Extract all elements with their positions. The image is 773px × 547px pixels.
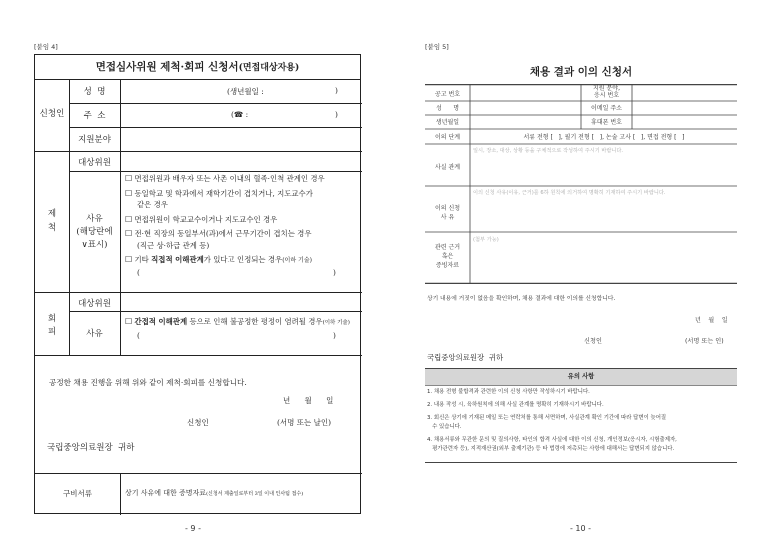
checkbox-icon: ☐ bbox=[125, 188, 133, 198]
field-input[interactable] bbox=[633, 86, 737, 101]
paren-close: ) bbox=[333, 330, 336, 340]
evidence-label: 관련 근거 혹은 증빙자료 bbox=[434, 244, 461, 269]
docs-label: 구비서류 bbox=[63, 489, 92, 498]
attachment-label-left: [붙임 4] bbox=[34, 43, 58, 51]
form-title: 면접심사위원 제척·회피 신청서(면접대상자용) bbox=[35, 55, 360, 80]
right-sign-note: (서명 또는 인) bbox=[685, 338, 724, 345]
check-item-workplace-cont: (직근 상·하급 관계 등) bbox=[137, 240, 210, 250]
checkbox-icon: ☐ bbox=[125, 317, 133, 326]
right-statement: 상기 내용에 거짓이 없음을 확인하며, 채용 결과에 대한 이의를 신청합니다. bbox=[427, 296, 616, 302]
applicant-sign-label: 신청인 bbox=[187, 418, 209, 427]
paren-close: ) bbox=[333, 267, 336, 277]
page-number-right: - 10 - bbox=[570, 524, 592, 533]
notice-no-label: 공고 번호 bbox=[434, 91, 461, 98]
attachment-label-right: [붙임 5] bbox=[425, 43, 449, 51]
check-item-indirect[interactable]: ☐ 간접적 이해관계 등으로 인해 불공정한 평정이 염려될 경우(이하 기술) ( ) bbox=[125, 317, 350, 340]
name-label: 성 명 bbox=[83, 87, 106, 97]
applicant-label: 신청인 bbox=[39, 109, 65, 119]
reason-label: 사유 (해당란에 ∨표시) bbox=[76, 214, 113, 250]
reason-label: 이의 신청 사 유 bbox=[434, 205, 461, 221]
birth-field[interactable]: (생년월일 : bbox=[227, 87, 264, 96]
birth-label: 생년월일 bbox=[435, 119, 460, 126]
birth-input[interactable] bbox=[471, 116, 581, 129]
notice-title: 유의 사항 bbox=[567, 373, 595, 380]
avoidance-label: 회 피 bbox=[47, 314, 57, 337]
avoid-target-label: 대상위원 bbox=[78, 299, 111, 309]
check-item-other[interactable]: ☐ 기타 직접적 이해관계가 있다고 인정되는 경우(이하 기술) bbox=[125, 255, 312, 264]
check-item-relation[interactable]: ☐ 면접위원과 배우자 또는 사촌 이내의 혈족·인척 관계인 경우 bbox=[125, 174, 325, 183]
name-input[interactable] bbox=[471, 102, 581, 115]
evidence-textarea[interactable]: (첨부 가능) bbox=[473, 237, 499, 243]
stage-label: 이의 단계 bbox=[434, 134, 461, 141]
objection-title: 채용 결과 이의 신청서 bbox=[529, 66, 633, 78]
page-number-left: - 9 - bbox=[185, 524, 201, 533]
paren-open: ( bbox=[137, 330, 140, 340]
notice-item: 4. 채용서류와 무관한 문의 및 질의사항, 타인의 합격 사실에 대한 이의 신청, 개인정보(응시자, 시험출제자, bbox=[427, 437, 677, 443]
check-item-school[interactable]: ☐ 동일학교 및 학과에서 재학기간이 겹치거나, 지도교수가 bbox=[125, 188, 313, 198]
statement: 공정한 채용 진행을 위해 위와 같이 제척·회피를 신청합니다. bbox=[49, 378, 247, 387]
notice-item: 3. 회신은 상기에 기재된 메일 또는 연락처를 통해 서면하며, 사실관계 확인 기간에 따라 답변이 늦어질 bbox=[427, 415, 667, 421]
checkbox-icon: ☐ bbox=[125, 229, 133, 238]
reason-textarea[interactable]: 이의 신청 사유(이유, 근거)를 6하 원칙에 의거하여 명확히 기재하여 주시기 바랍니다. bbox=[473, 190, 666, 196]
right-date-line: 년 월 일 bbox=[695, 317, 728, 324]
check-item-school-cont: 같은 경우 bbox=[137, 200, 168, 209]
exclusion-label: 제 척 bbox=[47, 209, 57, 233]
field-label: 지원 분야, 응시 번호 bbox=[593, 85, 620, 99]
name-label: 성 명 bbox=[435, 105, 460, 112]
checkbox-icon: ☐ bbox=[125, 214, 133, 224]
notice-no-input[interactable] bbox=[471, 86, 581, 101]
check-item-workplace[interactable]: ☐ 전·현 직장의 동일부서(과)에서 근무기간이 겹치는 경우 bbox=[125, 229, 312, 238]
date-line: 년 월 일 bbox=[283, 396, 334, 405]
notice-item: 2. 내용 작성 시, 육하원칙에 의해 사실 관계를 명확히 기재하시기 바랍니다. bbox=[427, 402, 604, 408]
phone-label: 휴대폰 번호 bbox=[591, 119, 622, 126]
notice-header bbox=[425, 368, 737, 386]
exclusion-checklist bbox=[125, 173, 360, 279]
avoid-reason-label: 사유 bbox=[86, 329, 103, 339]
email-label: 이메일 주소 bbox=[591, 105, 622, 112]
email-input[interactable] bbox=[633, 102, 737, 115]
target-member-label: 대상위원 bbox=[78, 158, 111, 168]
addressee: 국립중앙의료원장 귀하 bbox=[47, 443, 135, 453]
birth-close: ) bbox=[335, 86, 338, 95]
exclusion-form bbox=[34, 54, 361, 514]
docs-text: 상기 사유에 대한 증명자료(신청서 제출일로부터 3일 이내 인사팀 접수) bbox=[125, 489, 304, 497]
notice-item: 수 있습니다. bbox=[427, 424, 462, 430]
right-addressee: 국립중앙의료원장 귀하 bbox=[427, 353, 504, 362]
phone-close: ) bbox=[335, 110, 338, 119]
notice-item: 1. 채용 전형 불합격과 관련한 이의 신청 사항만 작성하시기 바랍니다. bbox=[427, 389, 590, 395]
fact-textarea[interactable]: 일시, 장소, 대상, 상황 등을 구체적으로 작성하여 주시기 바랍니다. bbox=[473, 148, 624, 154]
phone-input[interactable] bbox=[633, 116, 737, 129]
paren-open: ( bbox=[137, 267, 140, 277]
stage-options[interactable]: 서류 전형 [ ], 필기 전형 [ ], 논술 고사 [ ], 면접 전형 [ ] bbox=[523, 134, 685, 141]
notice-list bbox=[427, 388, 737, 454]
checkbox-icon: ☐ bbox=[125, 255, 133, 264]
check-item-professor[interactable]: ☐ 면접위원이 학교교수이거나 지도교수인 경우 bbox=[125, 214, 278, 224]
notice-bottom-rule bbox=[425, 462, 737, 463]
sign-note: (서명 또는 날인) bbox=[277, 418, 332, 427]
phone-field[interactable]: (☎ : bbox=[231, 110, 249, 119]
fact-label: 사실 관계 bbox=[434, 164, 461, 171]
right-applicant-label: 신청인 bbox=[584, 338, 602, 345]
checkbox-icon: ☐ bbox=[125, 174, 133, 183]
field-label: 지원분야 bbox=[78, 135, 111, 145]
notice-item: 평가관련자 등), 지적재산권(외부 출제기관) 등 타 법령에 저촉되는 사항에 대해서는 답변되지 않습니다. bbox=[427, 446, 675, 452]
address-label: 주 소 bbox=[83, 111, 106, 121]
